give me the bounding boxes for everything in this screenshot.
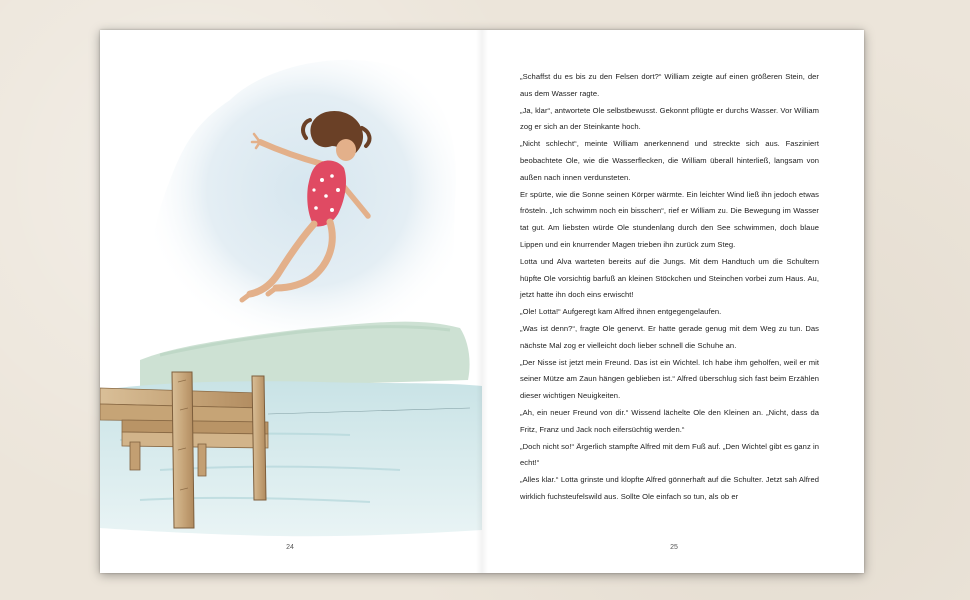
paragraph: „Ole! Lotta!“ Aufgeregt kam Alfred ihnen entgegengelaufen. (520, 307, 722, 317)
book-spread (100, 30, 864, 573)
left-page (100, 30, 482, 573)
paragraph: Lotta und Alva warteten bereits auf die Jungs. Mit dem Handtuch um die Schultern hüpfte Ole vorsichtig barfuß an kleinen Stöckchen und Steinchen vorbei zum Haus. Au, jetzt hatte ihn doch eins erwischt! (520, 256, 819, 300)
page-number-left: 24 (286, 544, 294, 551)
paragraph: „Alles klar.“ Lotta grinste und klopfte Alfred gönnerhaft auf die Schulter. Jetzt sah Alfred wirklich fuchsteufelswild aus. Sollte Ole einfach so tun, als ob er (520, 475, 819, 501)
right-page (482, 30, 864, 573)
paragraph: „Ah, ein neuer Freund von dir.“ Wissend lächelte Ole den Kleinen an. „Nicht, dass da Fritz, Franz und Jack noch eifersüchtig werden.“ (520, 407, 819, 434)
paragraph: „Schaffst du es bis zu den Felsen dort?“ William zeigte auf einen größeren Stein, der aus dem Wasser ragte. (520, 72, 819, 98)
story-text (520, 69, 819, 506)
paragraph: „Was ist denn?“, fragte Ole genervt. Er hatte gerade genug mit dem Weg zu tun. Das nächste Mal zog er vielleicht doch lieber schnell die Schuhe an. (520, 323, 819, 350)
paragraph: Er spürte, wie die Sonne seinen Körper wärmte. Ein leichter Wind ließ ihn jedoch etwas frösteln. „Ich schwimm noch ein bisschen“, rief er William zu. Die Bewegung im Wasser tat gut. Am liebsten würde Ole stundenlang durch den See schwimmen, doch blaue Lippen und ein knurrender Magen trieben ihn zurück zum Steg. (520, 189, 819, 249)
paragraph: „Der Nisse ist jetzt mein Freund. Das ist ein Wichtel. Ich habe ihm geholfen, weil er mit seiner Mütze am Zaun hängen geblieben ist.“ Alfred überschlug sich fast beim Erzählen dieser wichtigen Neuigkeiten. (520, 357, 819, 401)
paragraph: „Ja, klar“, antwortete Ole selbstbewusst. Gekonnt pflügte er durchs Wasser. Vor William zog er sich an der Steinkante hoch. (520, 105, 819, 132)
girl-jumping-from-dock-illustration (100, 30, 482, 573)
paragraph: „Nicht schlecht“, meinte William anerkennend und streckte sich aus. Fasziniert beobachtete Ole, wie die Wasserflecken, die William überall hinterließ, langsam von außen nach innen verdunsteten. (520, 139, 819, 182)
paragraph: „Doch nicht so!“ Ärgerlich stampfte Alfred mit dem Fuß auf. „Den Wichtel gibt es ganz in echt!“ (520, 441, 819, 468)
page-number-right: 25 (670, 544, 678, 551)
